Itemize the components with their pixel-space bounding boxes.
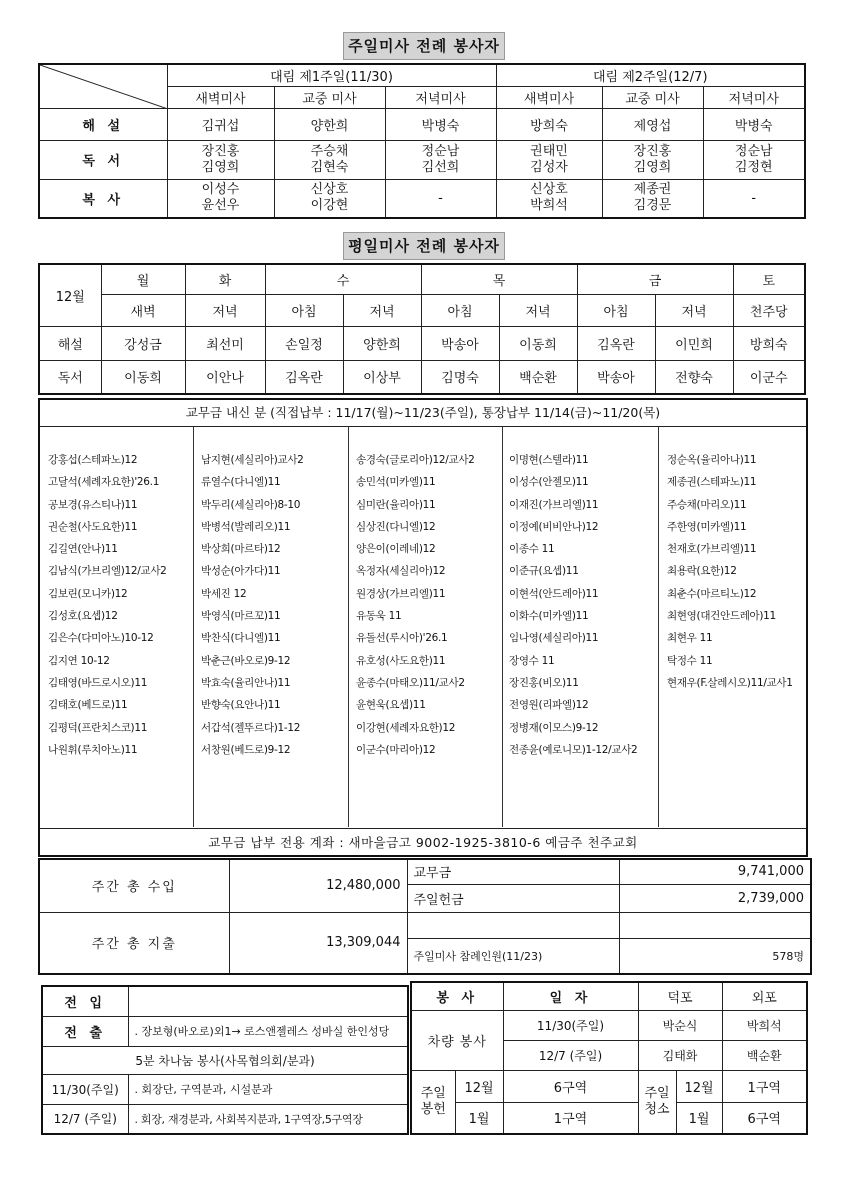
row-label-reading: 독서 [39,360,101,394]
donor-entry: 유돌선(루시아)'26.1 [356,632,448,645]
time-header: 천주당 [733,294,805,326]
donor-entry: 이군수(마리아)12 [356,743,436,756]
donor-column-3 [356,449,475,761]
donor-entry: 류열수(다니엘)11 [201,476,281,489]
attendance-label: 주일미사 참례인원(11/23) [407,938,619,974]
donor-entry: 김태영(바드로시오)11 [48,676,148,689]
weekday-cell: 강성금 [101,326,185,360]
donor-entry: 윤종수(마태오)11/교사2 [356,676,465,689]
movein-value [128,986,408,1016]
donor-entry: 송민석(미카엘)11 [356,476,436,489]
donor-entry: 주승채(마리오)11 [667,498,747,511]
donor-entry: 김남식(가브리엘)12/교사2 [48,565,167,578]
donor-column-2 [201,449,304,761]
weekday-cell: 양한희 [343,326,421,360]
mass-header: 새벽미사 [496,86,602,108]
car-person: 백순환 [722,1040,807,1070]
donor-entry: 양은이(이레네)12 [356,543,436,556]
weekday-cell: 이군수 [733,360,805,394]
sunday-cell: 제영섭 [602,108,703,140]
donor-entry: 박성순(아가다)11 [201,565,281,578]
donor-entry: 박상희(마르타)12 [201,543,281,556]
row-label-reading: 독 서 [39,140,167,179]
sunday-cell: 신상호 박희석 [496,179,602,218]
donor-entry: 옥정자(세실리아)12 [356,565,446,578]
expense-value: 13,309,044 [229,912,407,974]
donor-entry: 박두리(세실리아)8-10 [201,498,301,511]
car-person: 박희석 [722,1010,807,1040]
donor-entry: 이화수(미카엘)11 [509,610,589,623]
mass-header: 교중 미사 [602,86,703,108]
time-header: 저녁 [185,294,265,326]
income-label: 주간 총 수입 [39,859,229,912]
donor-entry: 박세진 12 [201,587,247,600]
donor-entry: 장영수 11 [509,654,555,667]
donor-column-4 [509,449,637,761]
donor-entry: 임나영(세실리아)11 [509,632,599,645]
moveout-value: . 장보형(바오로)외1→ 로스앤젤레스 성바실 한인성당 [128,1016,408,1046]
donor-entry: 전영원(리파엘)12 [509,699,589,712]
donor-entry: 박병석(발레리오)11 [201,520,291,533]
sunday-title: 주일미사 전례 봉사자 [343,32,505,60]
donor-entry: 탁정수 11 [667,654,713,667]
donor-entry: 이종수 11 [509,543,555,556]
expense-label: 주간 총 지출 [39,912,229,974]
sunday-cell: 제종권 김경문 [602,179,703,218]
donor-entry: 이성수(안젤모)11 [509,476,589,489]
car-person: 박순식 [638,1010,722,1040]
donor-entry: 김평덕(프란치스코)11 [48,721,148,734]
service-header: 덕포 [638,982,722,1010]
donor-column-5 [667,449,793,694]
row-label-altar: 복 사 [39,179,167,218]
donor-entry: 천재호(가브리엘)11 [667,543,757,556]
donor-entry: 고달석(세례자요한)'26.1 [48,476,160,489]
donor-entry: 김지연 10-12 [48,654,110,667]
finance-item-label: 주일헌금 [407,884,619,912]
donation-header: 교무금 내신 분 (직접납부 : 11/17(월)~11/23(주일), 통장납부 11/14(금)~11/20(목) [40,400,806,427]
account-info: 교무금 납부 전용 계좌 : 새마을금고 9002-1925-3810-6 예금주 천주교회 [40,828,806,856]
car-date: 12/7 (주일) [503,1040,638,1070]
donor-entry: 김태호(베드로)11 [48,699,128,712]
mass-header: 새벽미사 [167,86,274,108]
day-header: 화 [185,264,265,294]
donor-entry: 유호성(사도요한)11 [356,654,446,667]
donor-entry: 강홍섭(스테파노)12 [48,454,138,466]
sunday-cell: 김귀섭 [167,108,274,140]
weekday-title: 평일미사 전례 봉사자 [343,232,505,260]
sunday-cell: 양한희 [274,108,385,140]
donor-entry: 김성호(요셉)12 [48,610,118,623]
income-value: 12,480,000 [229,859,407,912]
donor-entry: 장진홍(비오)11 [509,676,579,689]
sunday-cell: 주승채 김현숙 [274,140,385,179]
finance-item-label: 교무금 [407,859,619,884]
column-divider [502,427,503,827]
share-date: 12/7 (주일) [42,1104,128,1134]
donor-entry: 전종윤(예로니모)1-12/교사2 [509,743,638,756]
weekday-cell: 이안나 [185,360,265,394]
donor-entry: 김길연(안나)11 [48,543,118,556]
weekday-table [38,263,806,395]
mass-header: 교중 미사 [274,86,385,108]
moveout-label: 전 출 [42,1016,128,1046]
cleaning-label: 주일 청소 [638,1070,676,1134]
donor-entry: 이강현(세례자요한)12 [356,721,456,734]
week2-header: 대림 제2주일(12/7) [496,64,805,86]
donor-entry: 최현영(대건안드레아)11 [667,610,776,623]
time-header: 아침 [577,294,655,326]
weekday-cell: 이동희 [499,326,577,360]
sunday-cell: 정순남 김정현 [703,140,805,179]
donor-entry: 서창원(베드로)9-12 [201,743,291,756]
week1-header: 대림 제1주일(11/30) [167,64,496,86]
weekday-cell: 최선미 [185,326,265,360]
donation-list [40,427,806,827]
donor-entry: 이준규(요셉)11 [509,565,579,578]
donor-entry: 원경상(가브리엘)11 [356,587,446,600]
sunday-cell: 이성수 윤선우 [167,179,274,218]
donor-entry: 정순옥(율리아나)11 [667,454,757,466]
parish-table [41,985,409,1135]
cleaning-month: 1월 [676,1102,722,1134]
share-text: . 회장, 재경분과, 사회복지분과, 1구역장,5구역장 [128,1104,408,1134]
column-divider [348,427,349,827]
donor-entry: 최현우 11 [667,632,713,645]
offering-month: 1월 [455,1102,503,1134]
donor-entry: 남지현(세실리아)교사2 [201,454,304,466]
weekday-cell: 김명숙 [421,360,499,394]
donor-entry: 김은수(다미아노)10-12 [48,632,154,645]
donor-entry: 권순철(사도요한)11 [48,520,138,533]
donor-entry: 박영식(마르꼬)11 [201,610,281,623]
donor-entry: 송경숙(글로리아)12/교사2 [356,454,475,466]
finance-item-value: 9,741,000 [619,859,811,884]
weekday-cell: 김옥란 [577,326,655,360]
attendance-value: 578명 [619,938,811,974]
column-divider [193,427,194,827]
donor-entry: 나원휘(루치아노)11 [48,743,138,756]
finance-table [38,858,812,975]
weekday-cell: 백순환 [499,360,577,394]
donor-entry: 제종권(스테파노)11 [667,476,757,489]
donor-entry: 박찬식(다니엘)11 [201,632,281,645]
sunday-cell: 방희숙 [496,108,602,140]
sunday-cell: - [703,179,805,218]
weekday-cell: 이민희 [655,326,733,360]
car-person: 김태화 [638,1040,722,1070]
donor-entry: 이명현(스텔라)11 [509,454,589,466]
sunday-cell: - [385,179,496,218]
cleaning-area: 1구역 [722,1070,807,1102]
offering-month: 12월 [455,1070,503,1102]
share-text: . 회장단, 구역분과, 시설분과 [128,1074,408,1104]
time-header: 아침 [421,294,499,326]
donor-entry: 윤현욱(요셉)11 [356,699,426,712]
donor-entry: 심상진(다니엘)12 [356,520,436,533]
cleaning-month: 12월 [676,1070,722,1102]
sunday-cell: 장진홍 김영희 [602,140,703,179]
offering-area: 6구역 [503,1070,638,1102]
donor-entry: 이현석(안드레아)11 [509,587,599,600]
sunday-cell: 신상호 이강현 [274,179,385,218]
weekday-cell: 김옥란 [265,360,343,394]
donor-entry: 최춘수(마르티노)12 [667,587,757,600]
offering-area: 1구역 [503,1102,638,1134]
day-header: 목 [421,264,577,294]
sunday-cell: 장진홍 김영희 [167,140,274,179]
time-header: 저녁 [655,294,733,326]
weekday-cell: 전향숙 [655,360,733,394]
share-date: 11/30(주일) [42,1074,128,1104]
day-header: 토 [733,264,805,294]
car-service-label: 차량 봉사 [411,1010,503,1070]
weekday-cell: 이상부 [343,360,421,394]
diagonal-cell [39,64,167,108]
sunday-cell: 권태민 김성자 [496,140,602,179]
day-header: 수 [265,264,421,294]
offering-label: 주일 봉헌 [411,1070,455,1134]
empty-cell [619,912,811,938]
donor-entry: 정병재(이모스)9-12 [509,721,599,734]
time-header: 저녁 [343,294,421,326]
service-table [410,981,808,1135]
mass-header: 저녁미사 [703,86,805,108]
donor-entry: 공보경(유스티나)11 [48,498,138,511]
time-header: 저녁 [499,294,577,326]
time-header: 아침 [265,294,343,326]
sunday-cell: 정순남 김선희 [385,140,496,179]
donor-entry: 최용락(요한)12 [667,565,737,578]
donor-entry: 이재진(가브리엘)11 [509,498,599,511]
service-header: 봉 사 [411,982,503,1010]
weekday-cell: 박송아 [577,360,655,394]
day-header: 금 [577,264,733,294]
time-header: 새벽 [101,294,185,326]
donor-entry: 이정예(비비안나)12 [509,520,599,533]
weekday-cell: 방희숙 [733,326,805,360]
service-header: 일 자 [503,982,638,1010]
share-title: 5분 차나눔 봉사(사목협의회/분과) [42,1046,408,1074]
column-divider [658,427,659,827]
diagonal-line [40,65,168,109]
weekday-cell: 손일정 [265,326,343,360]
donor-entry: 유동욱 11 [356,610,402,623]
month-label: 12월 [39,264,101,326]
sunday-table [38,63,806,219]
row-label-commentary: 해설 [39,326,101,360]
sunday-cell: 박병숙 [385,108,496,140]
weekday-cell: 이동희 [101,360,185,394]
donor-entry: 박효숙(율리안나)11 [201,676,291,689]
service-header: 외포 [722,982,807,1010]
car-date: 11/30(주일) [503,1010,638,1040]
donor-column-1 [48,449,167,761]
cleaning-area: 6구역 [722,1102,807,1134]
donor-entry: 서갑석(젤뚜르다)1-12 [201,721,301,734]
donor-entry: 심미란(율리아)11 [356,498,436,511]
finance-item-value: 2,739,000 [619,884,811,912]
mass-header: 저녁미사 [385,86,496,108]
day-header: 월 [101,264,185,294]
sunday-cell: 박병숙 [703,108,805,140]
row-label-commentary: 해 설 [39,108,167,140]
donation-box [38,398,808,857]
donor-entry: 주한영(미카엘)11 [667,520,747,533]
empty-cell [407,912,619,938]
donor-entry: 현재우(F.살레시오)11/교사1 [667,676,793,689]
movein-label: 전 입 [42,986,128,1016]
donor-entry: 반향숙(요안나)11 [201,699,281,712]
donor-entry: 박춘근(바오로)9-12 [201,654,291,667]
donor-entry: 김보린(모니카)12 [48,587,128,600]
weekday-cell: 박송아 [421,326,499,360]
